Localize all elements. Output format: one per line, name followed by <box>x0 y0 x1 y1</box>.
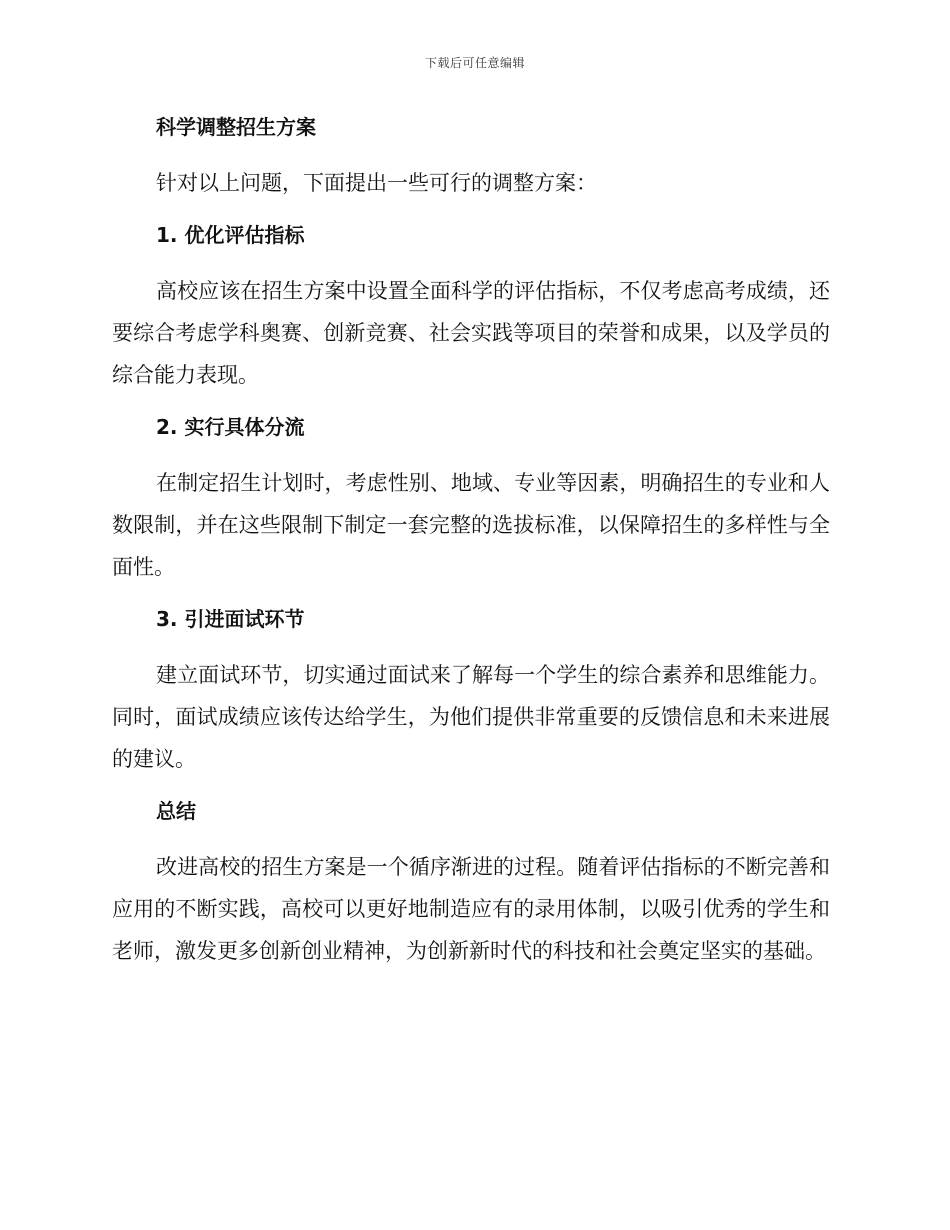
paragraph: 在制定招生计划时，考虑性别、地域、专业等因素，明确招生的专业和人数限制，并在这些限制下制定一套完整的选拔标准，以保障招生的多样性与全面性。 <box>112 471 830 579</box>
header-note: 下载后可任意编辑 <box>424 56 525 70</box>
section-heading: 3. 引进面试环节 <box>156 607 305 631</box>
paragraph: 建立面试环节，切实通过面试来了解每一个学生的综合素养和思维能力。同时，面试成绩应该传达给学生，为他们提供非常重要的反馈信息和未来进展的建议。 <box>112 663 830 771</box>
section-heading: 2. 实行具体分流 <box>156 415 305 439</box>
section-heading: 总结 <box>156 799 196 823</box>
section-heading: 1. 优化评估指标 <box>156 223 305 247</box>
paragraph: 针对以上问题，下面提出一些可行的调整方案： <box>156 171 597 195</box>
document-body <box>112 108 830 984</box>
paragraph: 高校应该在招生方案中设置全面科学的评估指标，不仅考虑高考成绩，还要综合考虑学科奥赛、创新竞赛、社会实践等项目的荣誉和成果，以及学员的综合能力表现。 <box>112 279 830 387</box>
section-heading: 科学调整招生方案 <box>156 115 316 139</box>
paragraph: 改进高校的招生方案是一个循序渐进的过程。随着评估指标的不断完善和应用的不断实践，高校可以更好地制造应有的录用体制，以吸引优秀的学生和老师，激发更多创新创业精神，为创新新时代的科技和社会奠定坚实的基础。 <box>112 855 830 963</box>
